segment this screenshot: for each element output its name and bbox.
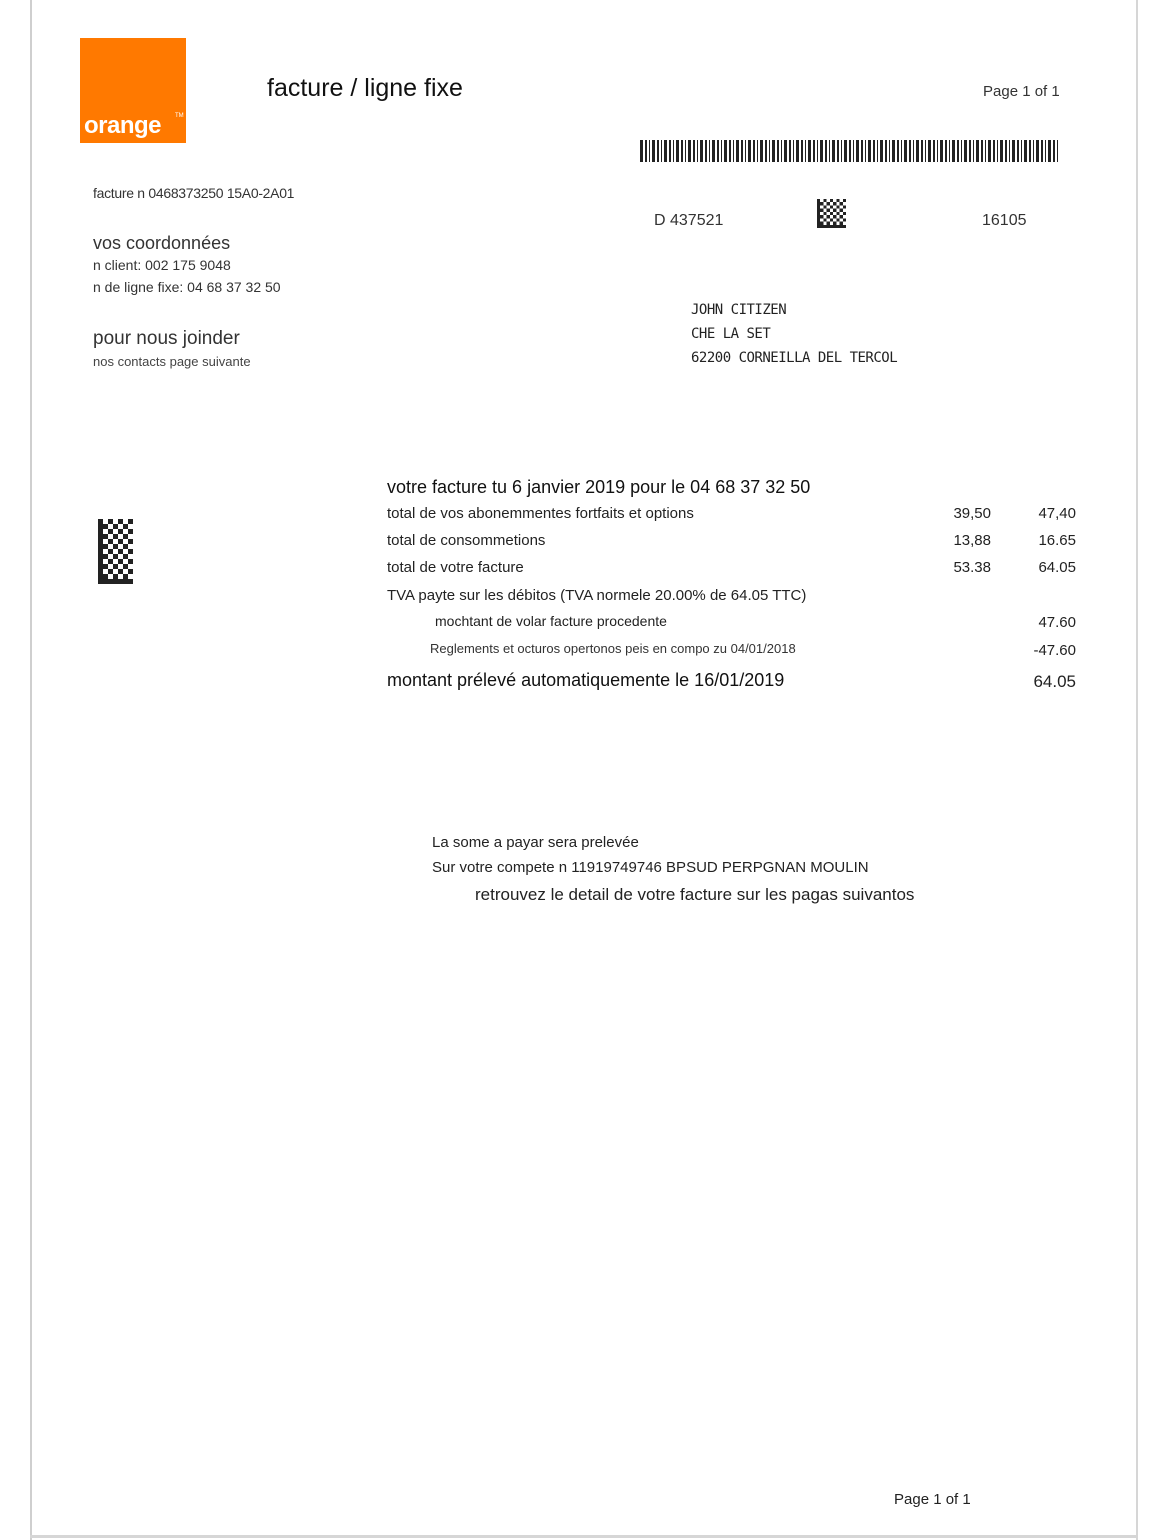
payment-account: Sur votre compete n 11919749746 BPSUD PERPGNAN MOULIN	[432, 859, 869, 876]
contact-subtitle: nos contacts page suivante	[93, 354, 251, 369]
previous-invoice-label: mochtant de volar facture procedente	[435, 613, 667, 629]
previous-invoice-value: 47.60	[1038, 614, 1076, 631]
summary-row-ht: 53.38	[953, 559, 991, 576]
page-edge-bottom	[30, 1535, 1138, 1538]
orange-logo	[80, 38, 186, 143]
batch-code: D 437521	[654, 212, 724, 229]
barcode-icon	[640, 140, 1060, 162]
invoice-number: facture n 0468373250 15A0-2A01	[93, 185, 295, 201]
summary-row-ttc: 64.05	[1038, 559, 1076, 576]
datamatrix-small-icon	[817, 199, 846, 228]
postal-sort-code: 16105	[982, 212, 1027, 229]
coordinates-title: vos coordonnées	[93, 233, 231, 253]
debit-total-value: 64.05	[1033, 672, 1076, 691]
page-edge-right	[1136, 0, 1138, 1540]
page-number-bottom: Page 1 of 1	[894, 1491, 971, 1508]
document-title: facture / ligne fixe	[267, 74, 463, 102]
payments-label: Reglements et octuros opertonos peis en compo zu 04/01/2018	[430, 641, 796, 656]
detail-note: retrouvez le detail de votre facture sur les pagas suivantos	[475, 885, 915, 904]
payment-note: La some a payar sera prelevée	[432, 834, 639, 851]
summary-row-label: total de votre facture	[387, 559, 524, 576]
line-number: n de ligne fixe: 04 68 37 32 50	[93, 279, 281, 295]
summary-row-label: total de vos abonemmentes fortfaits et options	[387, 505, 694, 522]
contact-title: pour nous joinder	[93, 328, 240, 349]
datamatrix-large-icon	[98, 519, 133, 584]
summary-heading: votre facture tu 6 janvier 2019 pour le 04 68 37 32 50	[387, 477, 811, 497]
client-number: n client: 002 175 9048	[93, 257, 231, 273]
payments-value: -47.60	[1033, 642, 1076, 659]
logo-trademark: TM	[175, 113, 184, 119]
debit-total-label: montant prélevé automatiquemente le 16/01/2019	[387, 670, 785, 690]
summary-row-label: total de consommetions	[387, 532, 546, 549]
summary-row-ttc: 16.65	[1038, 532, 1076, 549]
recipient-city: 62200 CORNEILLA DEL TERCOL	[691, 350, 898, 366]
recipient-name: JOHN CITIZEN	[691, 302, 787, 318]
summary-row-ht: 13,88	[953, 532, 991, 549]
vat-line: TVA payte sur les débitos (TVA normele 20.00% de 64.05 TTC)	[387, 587, 807, 604]
page-number-top: Page 1 of 1	[983, 83, 1060, 100]
summary-row-ttc: 47,40	[1038, 505, 1076, 522]
page-edge-left	[30, 0, 32, 1540]
recipient-street: CHE LA SET	[691, 326, 771, 342]
logo-text: orange	[84, 112, 162, 139]
summary-row-ht: 39,50	[953, 505, 991, 522]
